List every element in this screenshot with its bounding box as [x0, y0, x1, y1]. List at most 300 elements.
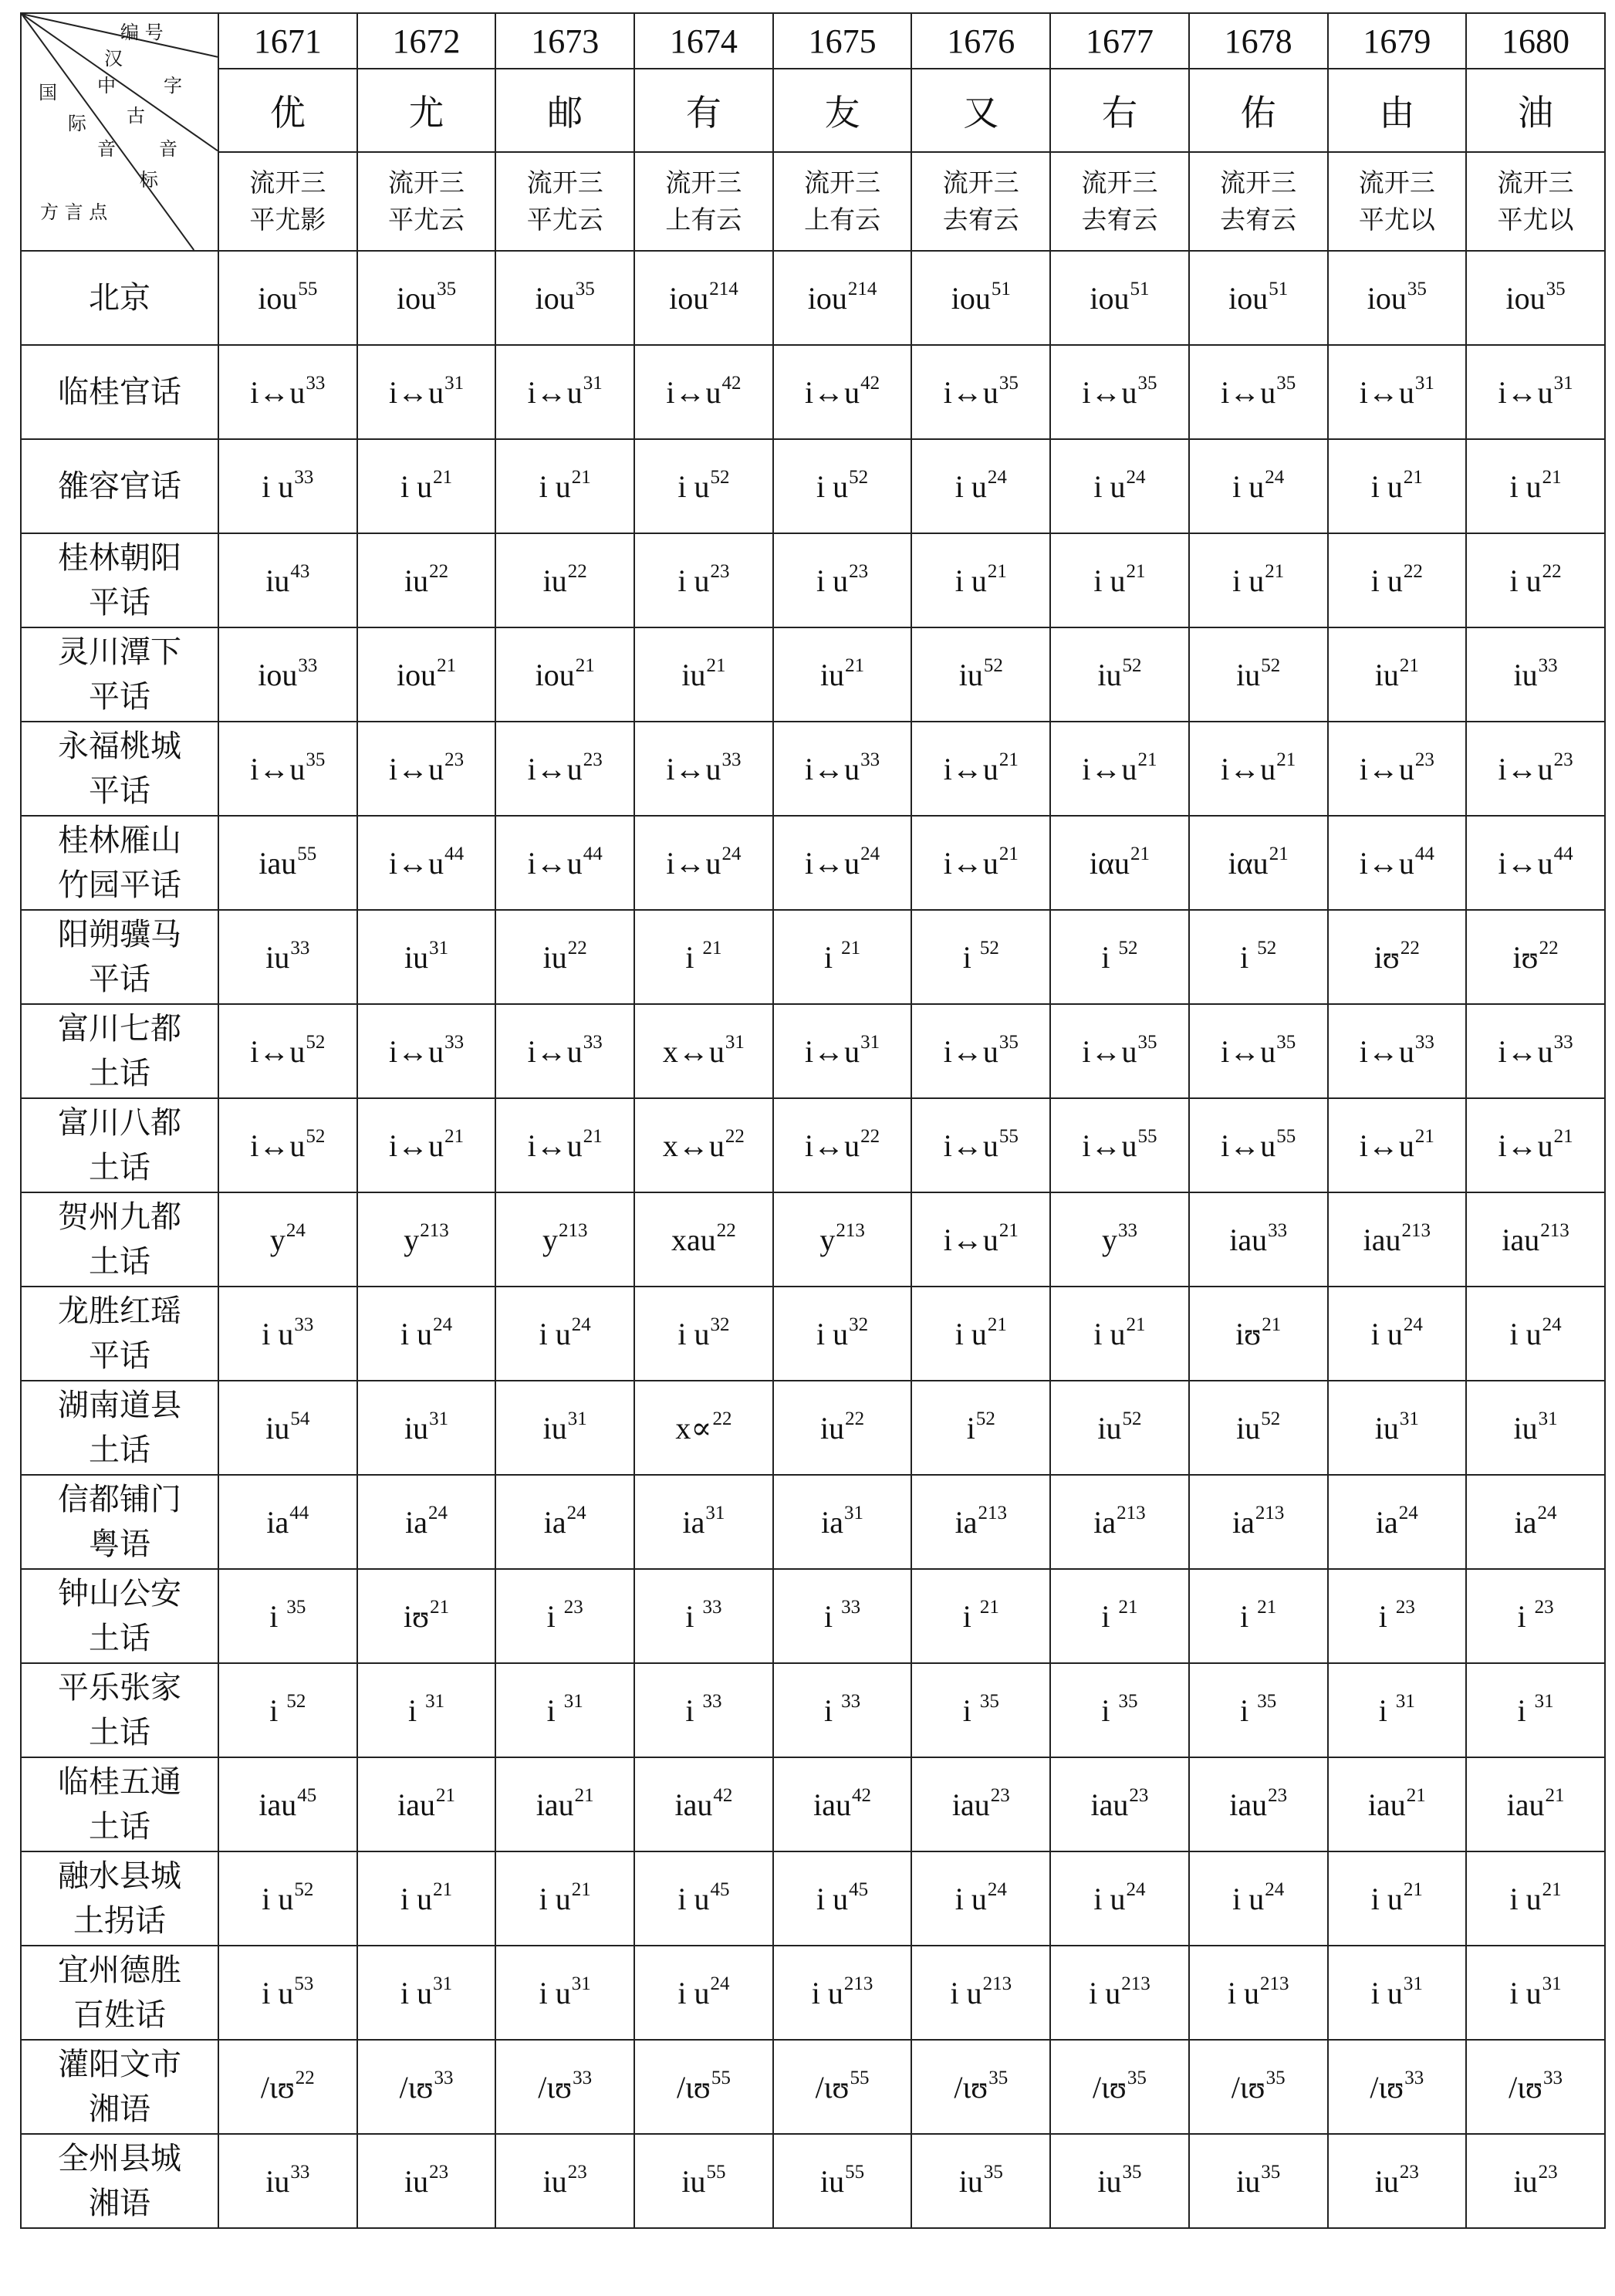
pronunciation-cell	[218, 1475, 357, 1569]
dialect-row	[21, 1381, 1605, 1475]
dialect-site-label	[21, 1475, 218, 1569]
tone-value: 21	[702, 937, 722, 959]
pronunciation-segment: iu	[1374, 1410, 1399, 1446]
dialect-site-label	[21, 1381, 218, 1475]
pronunciation-segment: i u	[539, 1881, 571, 1916]
pronunciation-cell	[1328, 627, 1467, 722]
dialect-site-line2: 土话	[89, 1056, 150, 1091]
tone-value: 24	[571, 1314, 591, 1335]
pronunciation-segment: i↔u	[1359, 751, 1414, 786]
pronunciation-segment: i↔u	[1221, 1033, 1276, 1069]
dialect-row	[21, 1192, 1605, 1287]
pronunciation-segment: y	[819, 1222, 836, 1257]
pronunciation-segment: iou	[535, 280, 575, 316]
pronunciation-segment: i u	[677, 1975, 710, 2010]
corner-label-han: 汉	[104, 48, 123, 69]
tone-value: 55	[998, 1125, 1019, 1147]
pronunciation-segment: /ɩʊ	[1093, 2069, 1127, 2105]
tone-value: 23	[710, 560, 730, 582]
dialect-row	[21, 439, 1605, 533]
dialect-site-line2: 竹园平话	[58, 867, 181, 903]
tone-value: 51	[1269, 278, 1289, 299]
tone-value: 21	[437, 654, 457, 676]
dialect-site-label	[21, 1946, 218, 2040]
pronunciation-cell	[773, 1757, 912, 1851]
tone-value: 31	[571, 1973, 591, 1994]
tone-value: 22	[567, 937, 587, 959]
pronunciation-segment: i u	[954, 563, 987, 598]
tone-value: 22	[295, 2067, 315, 2088]
pronunciation-segment: i	[1101, 939, 1118, 975]
middle-chinese-line1: 流开三	[1081, 167, 1158, 198]
pronunciation-cell	[495, 2040, 634, 2134]
tone-value: 23	[567, 2161, 587, 2183]
table-body	[21, 13, 1605, 2228]
pronunciation-segment: iau	[536, 1787, 574, 1822]
pronunciation-cell	[634, 1663, 773, 1757]
pronunciation-cell	[357, 1946, 496, 2040]
pronunciation-segment: i↔u	[943, 845, 998, 881]
dialect-row	[21, 1475, 1605, 1569]
column-character: 优	[218, 69, 357, 152]
tone-value: 42	[713, 1784, 733, 1806]
dialect-site-line2: 湘语	[89, 2186, 150, 2221]
tone-value: 23	[1395, 1596, 1415, 1618]
pronunciation-segment: iou	[258, 657, 298, 692]
tone-value: 44	[1553, 843, 1573, 864]
pronunciation-segment: i↔u	[943, 1033, 998, 1069]
dialect-site-line1: 阳朔骥马	[58, 917, 181, 952]
tone-value: 21	[1399, 654, 1419, 676]
dialect-site-line2: 百姓话	[73, 1997, 166, 2033]
pronunciation-cell	[1466, 1192, 1605, 1287]
tone-value: 42	[721, 372, 742, 394]
tone-value: 35	[1137, 1031, 1157, 1053]
tone-value: 33	[1404, 2067, 1424, 2088]
pronunciation-cell	[1328, 1569, 1467, 1663]
pronunciation-segment: i	[962, 1692, 979, 1728]
dialect-row	[21, 1098, 1605, 1192]
pronunciation-cell	[1328, 439, 1467, 533]
pronunciation-segment: i↔u	[1498, 1128, 1553, 1163]
pronunciation-cell	[1050, 2134, 1189, 2228]
pronunciation-cell	[1050, 439, 1189, 533]
dialect-row	[21, 251, 1605, 345]
pronunciation-cell	[911, 816, 1050, 910]
tone-value: 52	[306, 1125, 326, 1147]
pronunciation-segment: iou	[1090, 280, 1130, 316]
tone-value: 21	[706, 654, 726, 676]
tone-value: 35	[1261, 2161, 1281, 2183]
middle-chinese-line2: 去宥云	[1081, 205, 1158, 235]
pronunciation-cell	[1050, 722, 1189, 816]
dialect-site-label	[21, 1004, 218, 1098]
dialect-site-label	[21, 1851, 218, 1946]
tone-value: 213	[420, 1219, 449, 1241]
pronunciation-cell	[1466, 1757, 1605, 1851]
tone-value: 31	[583, 372, 603, 394]
column-middle-chinese	[1189, 152, 1328, 251]
pronunciation-segment: i↔u	[1082, 1128, 1137, 1163]
tone-value: 23	[429, 2161, 449, 2183]
middle-chinese-line2: 平尤云	[526, 205, 603, 235]
pronunciation-segment: iu	[958, 2163, 983, 2199]
pronunciation-segment: i↔u	[943, 1222, 998, 1257]
pronunciation-cell	[357, 1851, 496, 1946]
dialect-row	[21, 1851, 1605, 1946]
pronunciation-cell	[1466, 1004, 1605, 1098]
dialect-site-line2: 土话	[89, 1715, 150, 1750]
middle-chinese-line2: 去宥云	[942, 205, 1019, 235]
tone-value: 55	[850, 2067, 870, 2088]
pronunciation-cell	[911, 2134, 1050, 2228]
pronunciation-cell	[495, 1851, 634, 1946]
tone-value: 31	[1403, 1973, 1423, 1994]
corner-label-yin1: 音	[97, 138, 116, 160]
pronunciation-segment: i↔u	[1359, 845, 1414, 881]
pronunciation-segment: i↔u	[388, 374, 444, 410]
pronunciation-segment: /ɩʊ	[1231, 2069, 1265, 2105]
tone-value: 33	[294, 466, 314, 488]
pronunciation-segment: i	[824, 1692, 841, 1728]
pronunciation-segment: i↔u	[1359, 1033, 1414, 1069]
column-number: 1671	[218, 13, 357, 69]
pronunciation-segment: iau	[258, 845, 297, 881]
tone-value: 33	[298, 654, 318, 676]
tone-value: 35	[286, 1596, 306, 1618]
pronunciation-cell	[634, 1004, 773, 1098]
tone-value: 55	[845, 2161, 865, 2183]
tone-value: 55	[1276, 1125, 1296, 1147]
pronunciation-cell	[218, 2134, 357, 2228]
column-middle-chinese	[1328, 152, 1467, 251]
tone-value: 35	[1265, 2067, 1286, 2088]
middle-chinese-line2: 平尤以	[1497, 205, 1574, 235]
pronunciation-cell	[773, 1287, 912, 1381]
pronunciation-cell	[1466, 1569, 1605, 1663]
tone-value: 22	[1539, 937, 1559, 959]
corner-label-guo: 国	[39, 82, 57, 103]
tone-value: 52	[1261, 654, 1281, 676]
tone-value: 33	[1538, 654, 1558, 676]
dialect-site-line1: 临桂五通	[58, 1764, 181, 1800]
pronunciation-segment: i↔u	[527, 1128, 583, 1163]
tone-value: 33	[290, 2161, 310, 2183]
pronunciation-segment: i u	[1093, 1316, 1126, 1351]
pronunciation-segment: /ɩʊ	[538, 2069, 573, 2105]
tone-value: 32	[849, 1314, 869, 1335]
dialect-row	[21, 1946, 1605, 2040]
dialect-row	[21, 1287, 1605, 1381]
tone-value: 23	[583, 749, 603, 770]
corner-label-zi: 字	[164, 75, 182, 96]
tone-value: 31	[1534, 1690, 1554, 1712]
pronunciation-cell	[1189, 1004, 1328, 1098]
pronunciation-cell	[911, 533, 1050, 627]
pronunciation-cell	[911, 1098, 1050, 1192]
pronunciation-cell	[1050, 1663, 1189, 1757]
pronunciation-cell	[357, 533, 496, 627]
pronunciation-cell	[1466, 816, 1605, 910]
pronunciation-segment: i↔u	[666, 374, 721, 410]
pronunciation-cell	[218, 1098, 357, 1192]
tone-value: 42	[852, 1784, 872, 1806]
pronunciation-segment: i↔u	[527, 374, 583, 410]
pronunciation-segment: iu	[1513, 2163, 1538, 2199]
tone-value: 24	[987, 466, 1007, 488]
pronunciation-segment: i↔u	[1498, 1033, 1553, 1069]
pronunciation-cell	[218, 533, 357, 627]
pronunciation-cell	[911, 439, 1050, 533]
dialect-site-label	[21, 345, 218, 439]
pronunciation-segment: ia	[543, 1504, 566, 1540]
pronunciation-cell	[357, 1757, 496, 1851]
pronunciation-cell	[1328, 533, 1467, 627]
pronunciation-cell	[1466, 1851, 1605, 1946]
tone-value: 23	[444, 749, 465, 770]
pronunciation-cell	[1189, 2040, 1328, 2134]
tone-value: 21	[998, 1219, 1019, 1241]
tone-value: 44	[289, 1502, 309, 1523]
tone-value: 31	[1395, 1690, 1415, 1712]
tone-value: 35	[998, 1031, 1019, 1053]
pronunciation-segment: iu	[820, 1410, 845, 1446]
pronunciation-segment: iau	[1367, 1787, 1406, 1822]
tone-value: 21	[1276, 749, 1296, 770]
tone-value: 23	[849, 560, 869, 582]
pronunciation-segment: i u	[1509, 563, 1542, 598]
tone-value: 24	[1537, 1502, 1557, 1523]
pronunciation-cell	[1189, 1475, 1328, 1569]
tone-value: 21	[1542, 466, 1562, 488]
pronunciation-cell	[1328, 2040, 1467, 2134]
pronunciation-segment: i	[962, 1598, 979, 1634]
header-row-character	[21, 69, 1605, 152]
tone-value: 31	[567, 1408, 587, 1429]
pronunciation-cell	[357, 627, 496, 722]
pronunciation-cell	[1466, 2134, 1605, 2228]
column-middle-chinese	[634, 152, 773, 251]
pronunciation-cell	[1328, 1475, 1467, 1569]
pronunciation-cell	[357, 1663, 496, 1757]
dialect-site-label	[21, 439, 218, 533]
pronunciation-segment: i↔u	[1498, 374, 1553, 410]
dialect-site-label	[21, 1098, 218, 1192]
dialect-site-label	[21, 533, 218, 627]
pronunciation-segment: i u	[539, 468, 571, 504]
tone-value: 21	[979, 1596, 999, 1618]
pronunciation-segment: ia	[1514, 1504, 1537, 1540]
tone-value: 22	[860, 1125, 880, 1147]
pronunciation-cell	[1050, 1851, 1189, 1946]
pronunciation-cell	[495, 1381, 634, 1475]
pronunciation-segment: iu	[681, 657, 706, 692]
pronunciation-cell	[218, 1004, 357, 1098]
pronunciation-cell	[911, 345, 1050, 439]
tone-value: 52	[975, 1408, 995, 1429]
tone-value: 24	[566, 1502, 586, 1523]
pronunciation-cell	[634, 251, 773, 345]
tone-value: 213	[978, 1502, 1007, 1523]
tone-value: 33	[583, 1031, 603, 1053]
tone-value: 24	[1126, 1878, 1146, 1900]
pronunciation-cell	[1189, 1851, 1328, 1946]
pronunciation-segment: iu	[542, 1410, 567, 1446]
tone-value: 52	[1122, 654, 1142, 676]
pronunciation-segment: iau	[1229, 1787, 1268, 1822]
pronunciation-cell	[495, 1098, 634, 1192]
tone-value: 21	[1257, 1596, 1277, 1618]
pronunciation-segment: iu	[1374, 2163, 1399, 2199]
column-number: 1676	[911, 13, 1050, 69]
tone-value: 52	[1122, 1408, 1142, 1429]
pronunciation-segment: iau	[1229, 1222, 1268, 1257]
tone-value: 21	[1542, 1878, 1562, 1900]
pronunciation-cell	[1466, 1098, 1605, 1192]
pronunciation-cell	[357, 1192, 496, 1287]
column-middle-chinese	[911, 152, 1050, 251]
pronunciation-segment: x↔u	[662, 1033, 725, 1069]
tone-value: 33	[434, 2067, 454, 2088]
pronunciation-cell	[218, 1663, 357, 1757]
pronunciation-cell	[1050, 1569, 1189, 1663]
pronunciation-cell	[1050, 1946, 1189, 2040]
pronunciation-cell	[495, 1757, 634, 1851]
pronunciation-segment: i↔u	[388, 1128, 444, 1163]
tone-value: 31	[433, 1973, 453, 1994]
pronunciation-cell	[634, 2040, 773, 2134]
dialect-pronunciation-table	[20, 12, 1606, 2229]
tone-value: 23	[1553, 749, 1573, 770]
column-character: 油	[1466, 69, 1605, 152]
tone-value: 21	[1269, 843, 1289, 864]
pronunciation-segment: /ɩʊ	[1370, 2069, 1404, 2105]
pronunciation-segment: i u	[1232, 563, 1265, 598]
dialect-site-line2: 平话	[89, 962, 150, 997]
tone-value: 24	[1265, 466, 1285, 488]
middle-chinese-line1: 流开三	[942, 167, 1019, 198]
pronunciation-segment: iu	[404, 939, 429, 975]
dialect-site-line1: 宜州德胜	[58, 1953, 181, 1988]
tone-value: 21	[998, 843, 1019, 864]
pronunciation-segment: i u	[539, 1975, 571, 2010]
corner-header-cell	[21, 13, 218, 251]
dialect-row	[21, 345, 1605, 439]
dialect-site-label	[21, 1569, 218, 1663]
tone-value: 21	[1118, 1596, 1138, 1618]
pronunciation-cell	[634, 439, 773, 533]
tone-value: 24	[710, 1973, 730, 1994]
pronunciation-cell	[1328, 345, 1467, 439]
column-character: 友	[773, 69, 912, 152]
pronunciation-cell	[1189, 1946, 1328, 2040]
pronunciation-cell	[495, 1663, 634, 1757]
pronunciation-segment: /ɩʊ	[954, 2069, 988, 2105]
dialect-site-line2: 粤语	[89, 1527, 150, 1562]
pronunciation-segment: ia	[682, 1504, 705, 1540]
pronunciation-segment: i	[1378, 1598, 1395, 1634]
pronunciation-cell	[495, 439, 634, 533]
pronunciation-segment: i↔u	[1498, 751, 1553, 786]
pronunciation-segment: i	[407, 1692, 425, 1728]
tone-value: 31	[429, 937, 449, 959]
pronunciation-cell	[634, 1569, 773, 1663]
pronunciation-segment: i u	[262, 468, 294, 504]
tone-value: 213	[1117, 1502, 1146, 1523]
pronunciation-cell	[1189, 722, 1328, 816]
pronunciation-cell	[1189, 910, 1328, 1004]
pronunciation-cell	[634, 1098, 773, 1192]
pronunciation-segment: i↔u	[250, 1033, 306, 1069]
pronunciation-segment: i↔u	[527, 1033, 583, 1069]
pronunciation-segment: iu	[404, 1410, 429, 1446]
pronunciation-cell	[357, 722, 496, 816]
pronunciation-segment: i	[1378, 1692, 1395, 1728]
tone-value: 35	[983, 2161, 1003, 2183]
tone-value: 35	[1137, 372, 1157, 394]
pronunciation-segment: i	[685, 1598, 702, 1634]
pronunciation-cell	[495, 816, 634, 910]
tone-value: 31	[425, 1690, 445, 1712]
pronunciation-cell	[1466, 533, 1605, 627]
pronunciation-segment: i u	[1370, 1881, 1403, 1916]
middle-chinese-line2: 平尤以	[1358, 205, 1435, 235]
tone-value: 52	[849, 466, 869, 488]
tone-value: 21	[435, 1784, 455, 1806]
column-number: 1673	[495, 13, 634, 69]
pronunciation-cell	[773, 1946, 912, 2040]
pronunciation-segment: i u	[1370, 563, 1403, 598]
pronunciation-segment: iʊ	[1235, 1316, 1262, 1351]
pronunciation-cell	[357, 910, 496, 1004]
pronunciation-segment: iau	[951, 1787, 990, 1822]
pronunciation-cell	[1328, 722, 1467, 816]
tone-value: 31	[1414, 372, 1434, 394]
tone-value: 21	[1553, 1125, 1573, 1147]
pronunciation-segment: i u	[677, 468, 710, 504]
tone-value: 43	[290, 560, 310, 582]
pronunciation-segment: iαu	[1089, 845, 1130, 881]
pronunciation-cell	[773, 816, 912, 910]
column-character: 佑	[1189, 69, 1328, 152]
dialect-site-label	[21, 1663, 218, 1757]
pronunciation-segment: i	[269, 1692, 286, 1728]
pronunciation-segment: i u	[1370, 1975, 1403, 2010]
tone-value: 23	[1399, 2161, 1419, 2183]
tone-value: 22	[716, 1219, 736, 1241]
dialect-site-line2: 土话	[89, 1621, 150, 1656]
pronunciation-segment: ia	[954, 1504, 978, 1540]
dialect-site-label	[21, 722, 218, 816]
tone-value: 31	[444, 372, 465, 394]
column-middle-chinese	[1050, 152, 1189, 251]
pronunciation-segment: i↔u	[805, 845, 860, 881]
tone-value: 33	[1268, 1219, 1288, 1241]
tone-value: 213	[843, 1973, 873, 1994]
pronunciation-cell	[495, 533, 634, 627]
tone-value: 22	[1400, 937, 1420, 959]
pronunciation-cell	[1328, 1004, 1467, 1098]
pronunciation-cell	[218, 1287, 357, 1381]
pronunciation-segment: iu	[1513, 657, 1538, 692]
tone-value: 44	[1414, 843, 1434, 864]
pronunciation-cell	[773, 1098, 912, 1192]
tone-value: 23	[563, 1596, 583, 1618]
pronunciation-cell	[495, 627, 634, 722]
pronunciation-segment: i u	[816, 1316, 849, 1351]
pronunciation-cell	[357, 251, 496, 345]
pronunciation-segment: iou	[258, 280, 298, 316]
